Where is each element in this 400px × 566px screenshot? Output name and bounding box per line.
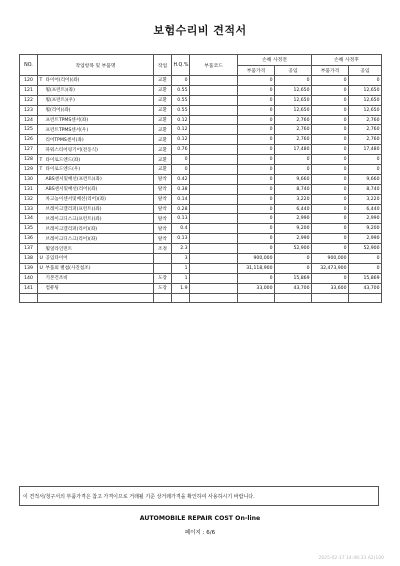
cell-after-labor: 2,990 <box>349 234 382 244</box>
cell-no: 129 <box>20 165 38 175</box>
cell-after-labor: 43,700 <box>349 283 382 293</box>
cell-hq: 0 <box>172 155 190 165</box>
cell-hq: 0.12 <box>172 115 190 125</box>
cell-code <box>190 76 238 86</box>
cell-after-parts: 0 <box>312 105 349 115</box>
estimate-rows <box>20 76 382 303</box>
cell-before-labor: 0 <box>275 254 312 264</box>
col-after-parts: 부품가격 <box>312 65 349 76</box>
item-name: 기본건조비 <box>45 276 68 282</box>
cell-before-labor: 15,869 <box>275 273 312 283</box>
cell-code <box>190 254 238 264</box>
cell-after-labor: 17,480 <box>349 145 382 155</box>
cell-item <box>38 224 154 234</box>
cell-before-labor: 0 <box>275 263 312 273</box>
cell-work: 도장 <box>154 283 172 293</box>
cell-work: 탈착 <box>154 184 172 194</box>
cell-after-parts: 0 <box>312 174 349 184</box>
cell-work <box>154 263 172 273</box>
cell-after-labor: 3,220 <box>349 194 382 204</box>
cell-no: 136 <box>20 234 38 244</box>
cell-before-parts: 0 <box>238 204 275 214</box>
cell-after-labor: 0 <box>349 76 382 86</box>
blank-cell <box>312 293 349 303</box>
cell-no: 120 <box>20 76 38 86</box>
cell-work: 교환 <box>154 155 172 165</box>
col-before: 손해 사정전 <box>238 55 312 66</box>
table-row <box>20 125 382 135</box>
blank-cell <box>349 293 382 303</box>
cell-item <box>38 263 154 273</box>
cell-no: 130 <box>20 174 38 184</box>
cell-hq: 0.38 <box>172 184 190 194</box>
cell-before-parts: 0 <box>238 214 275 224</box>
cell-after-labor: 12,650 <box>349 85 382 95</box>
cell-work: 교환 <box>154 105 172 115</box>
table-row <box>20 115 382 125</box>
cell-no: 138 <box>20 254 38 264</box>
cell-hq: 0.13 <box>172 234 190 244</box>
cell-work: 탈착 <box>154 224 172 234</box>
cell-work: 탈착 <box>154 174 172 184</box>
col-before-labor: 공임 <box>275 65 312 76</box>
cell-no: 127 <box>20 145 38 155</box>
cell-after-labor: 9,200 <box>349 224 382 234</box>
table-row <box>20 105 382 115</box>
cell-item <box>38 174 154 184</box>
blank-cell <box>20 293 38 303</box>
cell-after-parts: 0 <box>312 85 349 95</box>
table-row <box>20 214 382 224</box>
cell-code <box>190 244 238 254</box>
cell-before-parts: 0 <box>238 244 275 254</box>
cell-after-parts: 0 <box>312 95 349 105</box>
cell-after-labor: 15,869 <box>349 273 382 283</box>
cell-after-labor: 12,650 <box>349 95 382 105</box>
item-name: 부품외 별첨(사진첨조) <box>45 266 91 272</box>
item-name: 브레이크캘리퍼(리어)(좌) <box>45 226 98 232</box>
cell-hq: 0.12 <box>172 135 190 145</box>
cell-no: 131 <box>20 184 38 194</box>
cell-code <box>190 263 238 273</box>
cell-before-parts: 0 <box>238 135 275 145</box>
cell-work: 교환 <box>154 115 172 125</box>
cell-after-labor: 8,740 <box>349 184 382 194</box>
cell-item <box>38 135 154 145</box>
cell-code <box>190 95 238 105</box>
cell-before-labor: 0 <box>275 76 312 86</box>
cell-work: 교환 <box>154 165 172 175</box>
item-mark: U <box>39 266 43 272</box>
cell-item <box>38 76 154 86</box>
cell-work: 탈착 <box>154 204 172 214</box>
cell-item <box>38 85 154 95</box>
cell-work: 조정 <box>154 244 172 254</box>
cell-before-parts: 33,000 <box>238 283 275 293</box>
cell-before-labor: 2,990 <box>275 234 312 244</box>
cell-work: 교환 <box>154 135 172 145</box>
cell-work: 교환 <box>154 85 172 95</box>
cell-before-labor: 0 <box>275 165 312 175</box>
table-row <box>20 165 382 175</box>
cell-before-labor: 12,650 <box>275 105 312 115</box>
table-row <box>20 283 382 293</box>
col-work: 작업 <box>154 55 172 76</box>
item-name: 브레이크디스크(리어)(좌) <box>45 236 98 242</box>
blank-cell <box>238 293 275 303</box>
cell-before-labor: 0 <box>275 155 312 165</box>
cell-code <box>190 283 238 293</box>
col-no: NO. <box>20 55 38 76</box>
item-name: 휠(프런트)(좌) <box>45 88 75 94</box>
cell-before-parts: 0 <box>238 95 275 105</box>
blank-cell <box>154 293 172 303</box>
table-row <box>20 273 382 283</box>
cell-after-parts: 0 <box>312 214 349 224</box>
cell-item <box>38 165 154 175</box>
cell-code <box>190 145 238 155</box>
cell-work: 도장 <box>154 273 172 283</box>
cell-before-parts: 0 <box>238 155 275 165</box>
cell-item <box>38 115 154 125</box>
item-name: ABS센서및배선(프런트)(좌) <box>45 177 102 183</box>
cell-after-parts: 0 <box>312 155 349 165</box>
cell-after-parts: 0 <box>312 76 349 86</box>
cell-before-labor: 52,900 <box>275 244 312 254</box>
cell-before-parts: 0 <box>238 194 275 204</box>
cell-before-parts: 0 <box>238 174 275 184</box>
cell-after-parts: 0 <box>312 115 349 125</box>
cell-after-parts: 0 <box>312 194 349 204</box>
item-mark: T <box>39 157 43 163</box>
cell-before-labor: 6,440 <box>275 204 312 214</box>
cell-code <box>190 165 238 175</box>
cell-after-labor: 2,760 <box>349 135 382 145</box>
cell-no: 133 <box>20 204 38 214</box>
cell-work: 탈착 <box>154 194 172 204</box>
cell-no: 135 <box>20 224 38 234</box>
cell-before-parts: 0 <box>238 145 275 155</box>
cell-before-parts: 0 <box>238 273 275 283</box>
estimate-table <box>19 54 382 303</box>
cell-before-parts: 0 <box>238 125 275 135</box>
table-row <box>20 244 382 254</box>
cell-item <box>38 194 154 204</box>
cell-before-labor: 8,740 <box>275 184 312 194</box>
cell-before-labor: 9,660 <box>275 174 312 184</box>
item-mark: U <box>39 256 43 262</box>
cell-hq: 0.55 <box>172 105 190 115</box>
cell-after-parts: 0 <box>312 273 349 283</box>
cell-hq: 0 <box>172 76 190 86</box>
item-name: 리어TPMS센서(좌) <box>45 137 84 143</box>
cell-after-parts: 0 <box>312 244 349 254</box>
cell-code <box>190 155 238 165</box>
cell-no: 137 <box>20 244 38 254</box>
cell-after-parts: 0 <box>312 224 349 234</box>
cell-no: 139 <box>20 263 38 273</box>
cell-item <box>38 283 154 293</box>
cell-before-parts: 0 <box>238 85 275 95</box>
cell-item <box>38 254 154 264</box>
cell-work: 교환 <box>154 145 172 155</box>
cell-before-parts: 900,000 <box>238 254 275 264</box>
cell-hq: 0.13 <box>172 214 190 224</box>
cell-hq: 0.55 <box>172 95 190 105</box>
cell-after-labor: 2,990 <box>349 214 382 224</box>
table-row <box>20 234 382 244</box>
blank-row <box>20 293 382 303</box>
cell-code <box>190 273 238 283</box>
item-name: 타이로드엔드(우) <box>45 167 81 173</box>
cell-after-parts: 32,473,900 <box>312 263 349 273</box>
cell-before-labor: 2,990 <box>275 214 312 224</box>
cell-hq: 0.28 <box>172 204 190 214</box>
cell-after-parts: 0 <box>312 184 349 194</box>
cell-code <box>190 234 238 244</box>
cell-hq: 0.42 <box>172 174 190 184</box>
cell-hq: 3 <box>172 254 190 264</box>
col-after: 손해 사정후 <box>312 55 382 66</box>
cell-after-labor: 0 <box>349 254 382 264</box>
document-title: 보험수리비 견적서 <box>153 24 247 37</box>
cell-after-parts: 0 <box>312 165 349 175</box>
cell-after-labor: 2,760 <box>349 115 382 125</box>
table-row <box>20 145 382 155</box>
cell-no: 121 <box>20 85 38 95</box>
cell-hq: 0.76 <box>172 145 190 155</box>
cell-work: 탈착 <box>154 234 172 244</box>
table-row <box>20 204 382 214</box>
item-name: 휠(리어)(좌) <box>45 108 71 114</box>
cell-code <box>190 135 238 145</box>
blank-cell <box>172 293 190 303</box>
cell-before-labor: 2,760 <box>275 115 312 125</box>
cell-before-parts: 0 <box>238 234 275 244</box>
cell-before-parts: 0 <box>238 76 275 86</box>
cell-code <box>190 115 238 125</box>
cell-before-labor: 17,480 <box>275 145 312 155</box>
cell-before-parts: 0 <box>238 165 275 175</box>
cell-code <box>190 224 238 234</box>
cell-code <box>190 174 238 184</box>
cell-code <box>190 85 238 95</box>
item-name: 휠(프런트)(우) <box>45 98 75 104</box>
cell-before-labor: 2,760 <box>275 135 312 145</box>
footer-title: AUTOMOBILE REPAIR COST On-line <box>139 515 261 522</box>
cell-work: 교환 <box>154 95 172 105</box>
cell-hq: 1 <box>172 273 190 283</box>
header-row-1 <box>20 55 382 66</box>
item-name: 타이로드엔드(좌) <box>45 157 81 163</box>
cell-no: 124 <box>20 115 38 125</box>
item-name: 프런트TPMS센서(좌) <box>45 118 89 123</box>
cell-item <box>38 204 154 214</box>
cell-after-labor: 6,440 <box>349 204 382 214</box>
item-mark: T <box>39 167 43 173</box>
col-before-parts: 부품가격 <box>238 65 275 76</box>
cell-no: 126 <box>20 135 38 145</box>
cell-after-parts: 33,600 <box>312 283 349 293</box>
cell-before-labor: 3,220 <box>275 194 312 204</box>
table-row <box>20 76 382 86</box>
table-row <box>20 224 382 234</box>
cell-code <box>190 105 238 115</box>
cell-no: 132 <box>20 194 38 204</box>
cell-after-parts: 0 <box>312 125 349 135</box>
table-row <box>20 135 382 145</box>
cell-after-parts: 900,000 <box>312 254 349 264</box>
cell-after-labor: 0 <box>349 165 382 175</box>
cell-before-parts: 0 <box>238 184 275 194</box>
item-name: 공임타이어 <box>45 256 68 262</box>
cell-work: 탈착 <box>154 214 172 224</box>
cell-item <box>38 273 154 283</box>
item-mark: T <box>39 78 43 84</box>
print-timestamp: 2025-02-17 14:46:33 A2(100 <box>318 556 384 561</box>
cell-after-labor: 52,900 <box>349 244 382 254</box>
table-row <box>20 263 382 273</box>
cell-no: 134 <box>20 214 38 224</box>
cell-hq: 2.3 <box>172 244 190 254</box>
item-name: 차고높이센서및배선(리어)(좌) <box>45 197 106 203</box>
item-name: ABS센서및배선(리어)(좌) <box>45 187 98 193</box>
cell-hq: 1.9 <box>172 283 190 293</box>
cell-no: 125 <box>20 125 38 135</box>
item-name: 브레이크캘리퍼(프런트)(좌) <box>45 207 102 213</box>
cell-after-labor: 0 <box>349 263 382 273</box>
cell-code <box>190 194 238 204</box>
item-name: 파워스티어링기어(전동식) <box>45 147 98 153</box>
cell-before-labor: 12,650 <box>275 85 312 95</box>
cell-no: 141 <box>20 283 38 293</box>
cell-work <box>154 254 172 264</box>
cell-before-parts: 0 <box>238 105 275 115</box>
col-after-labor: 공임 <box>349 65 382 76</box>
cell-after-parts: 0 <box>312 234 349 244</box>
page-number: 페이지 : 6/6 <box>184 530 216 536</box>
item-name: 타이어(리어)(좌) <box>45 78 80 84</box>
item-name: 휠얼라인먼트 <box>45 246 73 252</box>
cell-hq: 0.55 <box>172 85 190 95</box>
table-row <box>20 174 382 184</box>
cell-before-parts: 31,118,900 <box>238 263 275 273</box>
cell-code <box>190 125 238 135</box>
cell-item <box>38 125 154 135</box>
table-row <box>20 194 382 204</box>
cell-hq: 0.12 <box>172 125 190 135</box>
cell-after-labor: 12,650 <box>349 105 382 115</box>
cell-item <box>38 105 154 115</box>
table-row <box>20 95 382 105</box>
cell-after-parts: 0 <box>312 145 349 155</box>
cell-before-parts: 0 <box>238 224 275 234</box>
cell-item <box>38 155 154 165</box>
col-hq: H.Q.% <box>172 55 190 76</box>
cell-before-labor: 2,760 <box>275 125 312 135</box>
cell-code <box>190 214 238 224</box>
cell-item <box>38 145 154 155</box>
cell-before-parts: 0 <box>238 115 275 125</box>
blank-cell <box>275 293 312 303</box>
table-row <box>20 155 382 165</box>
item-name: 브레이크디스크(프런트)(좌) <box>45 216 102 222</box>
cell-before-labor: 12,650 <box>275 95 312 105</box>
cell-item <box>38 184 154 194</box>
col-item: 작업항목 및 부품명 <box>38 55 154 76</box>
cell-hq: 0.4 <box>172 224 190 234</box>
item-name: 프런트TPMS센서(우) <box>45 127 89 133</box>
table-row <box>20 85 382 95</box>
item-name: 컴퓨팅 <box>45 286 59 292</box>
cell-after-parts: 0 <box>312 204 349 214</box>
cell-no: 140 <box>20 273 38 283</box>
cell-item <box>38 95 154 105</box>
cell-no: 128 <box>20 155 38 165</box>
cell-item <box>38 234 154 244</box>
cell-work: 교환 <box>154 76 172 86</box>
cell-after-labor: 9,660 <box>349 174 382 184</box>
blank-cell <box>38 293 154 303</box>
blank-cell <box>190 293 238 303</box>
cell-after-parts: 0 <box>312 135 349 145</box>
cell-hq: 0 <box>172 165 190 175</box>
disclaimer-note: 이 견적서/청구서의 부품가격은 참고 가격이므로 거래될 기준 상거래가격을 확인하여 사용하시기 바랍니다. <box>19 486 379 506</box>
cell-code <box>190 184 238 194</box>
cell-after-labor: 2,760 <box>349 125 382 135</box>
table-row <box>20 184 382 194</box>
cell-before-labor: 43,700 <box>275 283 312 293</box>
cell-code <box>190 204 238 214</box>
cell-no: 123 <box>20 105 38 115</box>
cell-before-labor: 9,200 <box>275 224 312 234</box>
cell-item <box>38 214 154 224</box>
cell-no: 122 <box>20 95 38 105</box>
cell-hq: 0.14 <box>172 194 190 204</box>
col-code: 부품코드 <box>190 55 238 76</box>
cell-hq: 1 <box>172 263 190 273</box>
cell-item <box>38 244 154 254</box>
cell-after-labor: 0 <box>349 155 382 165</box>
table-row <box>20 254 382 264</box>
cell-work: 교환 <box>154 125 172 135</box>
